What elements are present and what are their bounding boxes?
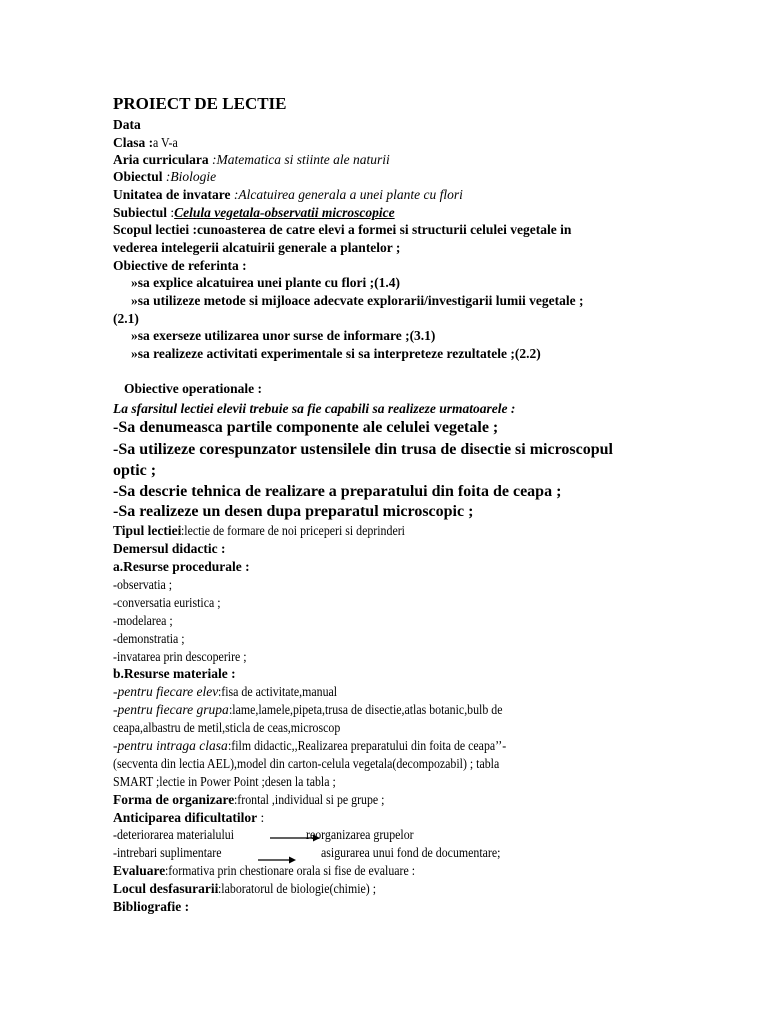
forma-line: [113, 791, 405, 808]
resursa-grupa-line-2: ceapa,albastru de metil,sticla de ceas,microscop: [113, 720, 341, 735]
obiectiv-operational-2-cont: optic ;: [113, 462, 157, 479]
subiectul-sep: :: [167, 205, 175, 220]
document-title: PROIECT DE LECTIE: [113, 94, 287, 113]
obiective-operationale-intro: La sfarsitul lectiei elevii trebuie sa fie capabili sa realizeze urmatoarele :: [113, 401, 516, 416]
resursa-procedurala-3: -modelarea ;: [113, 613, 173, 628]
aria-label: Aria curriculara: [113, 152, 209, 167]
resursa-clasa-label: -pentru intraga clasa: [113, 738, 228, 753]
resursa-clasa-line-2: (secventa din lectia AEL),model din carton-celula vegetala(decompozabil) ; tabla: [113, 756, 500, 771]
resursa-clasa-line: [113, 737, 544, 754]
clasa-label: Clasa :: [113, 135, 154, 150]
anticiparea-heading-line: [113, 809, 264, 826]
obiectiv-referinta-2-cont: (2.1): [113, 311, 139, 326]
resursa-elev-value: :fisa de activitate,manual: [218, 684, 338, 699]
obiectul-line: [113, 168, 216, 185]
resursa-elev-label: -pentru fiecare elev: [113, 684, 219, 699]
forma-label: Forma de organizare: [113, 792, 235, 807]
demersul-heading: Demersul didactic :: [113, 541, 226, 556]
anticiparea-row-2-left: -intrebari suplimentare: [113, 845, 222, 860]
anticiparea-heading: Anticiparea dificultatilor: [113, 810, 258, 825]
anticiparea-row-1-right: reorganizarea grupelor: [306, 827, 414, 842]
clasa-line: [113, 134, 181, 151]
obiective-referinta-heading: Obiective de referinta :: [113, 258, 247, 273]
anticiparea-row-2-right: asigurarea unui fond de documentare;: [321, 845, 501, 860]
resursa-procedurala-4: -demonstratia ;: [113, 631, 185, 646]
aria-value: :Matematica si stiinte ale naturii: [208, 152, 390, 167]
resursa-grupa-label: -pentru fiecare grupa: [113, 702, 229, 717]
obiectul-value: :Biologie: [162, 169, 217, 184]
resursa-procedurala-2: -conversatia euristica ;: [113, 595, 221, 610]
scopul-line-1: Scopul lectiei :cunoasterea de catre elevi a formei si structurii celulei vegetale in: [113, 222, 572, 237]
anticiparea-row-2-right-wrap: [321, 844, 525, 861]
data-label: Data: [113, 117, 141, 132]
resurse-procedurale-heading: a.Resurse procedurale :: [113, 559, 250, 574]
evaluare-value: :formativa prin chestionare orala si fise de evaluare :: [165, 863, 416, 878]
obiectiv-operational-3: -Sa descrie tehnica de realizare a preparatului din foita de ceapa ;: [113, 483, 562, 500]
evaluare-line: [113, 862, 449, 879]
obiectiv-operational-2: -Sa utilizeze corespunzator ustensilele din trusa de disectie si microscopul: [113, 441, 613, 458]
locul-label: Locul desfasurarii: [113, 881, 219, 896]
resursa-grupa-value: :lame,lamele,pipeta,trusa de disectie,atlas botanic,bulb de: [228, 702, 503, 717]
anticiparea-sep: :: [257, 810, 265, 825]
anticiparea-row-1-left: -deteriorarea materialului: [113, 827, 235, 842]
bibliografie-heading: Bibliografie :: [113, 899, 190, 914]
tipul-value: :lectie de formare de noi priceperi si deprinderi: [181, 523, 406, 538]
tipul-label: Tipul lectiei: [113, 523, 182, 538]
obiectiv-referinta-1: »sa explice alcatuirea unei plante cu flori ;(1.4): [131, 275, 400, 290]
unitatea-line: [113, 186, 463, 203]
locul-value: :laboratorul de biologie(chimie) ;: [218, 881, 377, 896]
anticiparea-row-1: [113, 826, 263, 843]
obiectiv-referinta-2: »sa utilizeze metode si mijloace adecvate explorarii/investigarii lumii vegetale ;: [131, 293, 584, 308]
subiectul-line: [113, 204, 395, 221]
subiectul-label: Subiectul: [113, 205, 168, 220]
scopul-line-2: vederea intelegerii alcatuirii generale a plantelor ;: [113, 240, 401, 255]
resursa-elev-line: [113, 683, 354, 700]
subiectul-value: Celula vegetala-observatii microscopice: [174, 205, 395, 220]
clasa-value: a V-a: [153, 135, 178, 150]
evaluare-label: Evaluare: [113, 863, 166, 878]
resursa-clasa-value: :film didactic,,Realizarea preparatului din foita de ceapa’’-: [227, 738, 506, 753]
aria-line: [113, 151, 390, 168]
obiectul-label: Obiectul: [113, 169, 163, 184]
obiectiv-referinta-4: »sa realizeze activitati experimentale si sa interpreteze rezultatele ;(2.2): [131, 346, 541, 361]
tipul-line: [113, 522, 436, 539]
obiectiv-operational-4: -Sa realizeze un desen dupa preparatul microscopic ;: [113, 503, 474, 520]
locul-line: [113, 880, 398, 897]
resursa-clasa-line-3: SMART ;lectie in Power Point ;desen la tabla ;: [113, 774, 336, 789]
resurse-materiale-heading: b.Resurse materiale :: [113, 666, 236, 681]
obiectiv-operational-1: -Sa denumeasca partile componente ale celulei vegetale ;: [113, 419, 499, 436]
anticiparea-row-2: [113, 844, 236, 861]
resursa-procedurala-5: -invatarea prin descoperire ;: [113, 649, 247, 664]
obiective-operationale-heading: Obiective operationale :: [124, 381, 262, 396]
anticiparea-row-1-right-wrap: [306, 826, 428, 843]
unitatea-label: Unitatea de invatare: [113, 187, 231, 202]
forma-value: :frontal ,individual si pe grupe ;: [234, 792, 385, 807]
resursa-grupa-line: [113, 701, 540, 718]
unitatea-value: :Alcatuirea generala a unei plante cu flori: [230, 187, 463, 202]
resursa-procedurala-1: -observatia ;: [113, 577, 173, 592]
obiectiv-referinta-3: »sa exerseze utilizarea unor surse de informare ;(3.1): [131, 328, 436, 343]
